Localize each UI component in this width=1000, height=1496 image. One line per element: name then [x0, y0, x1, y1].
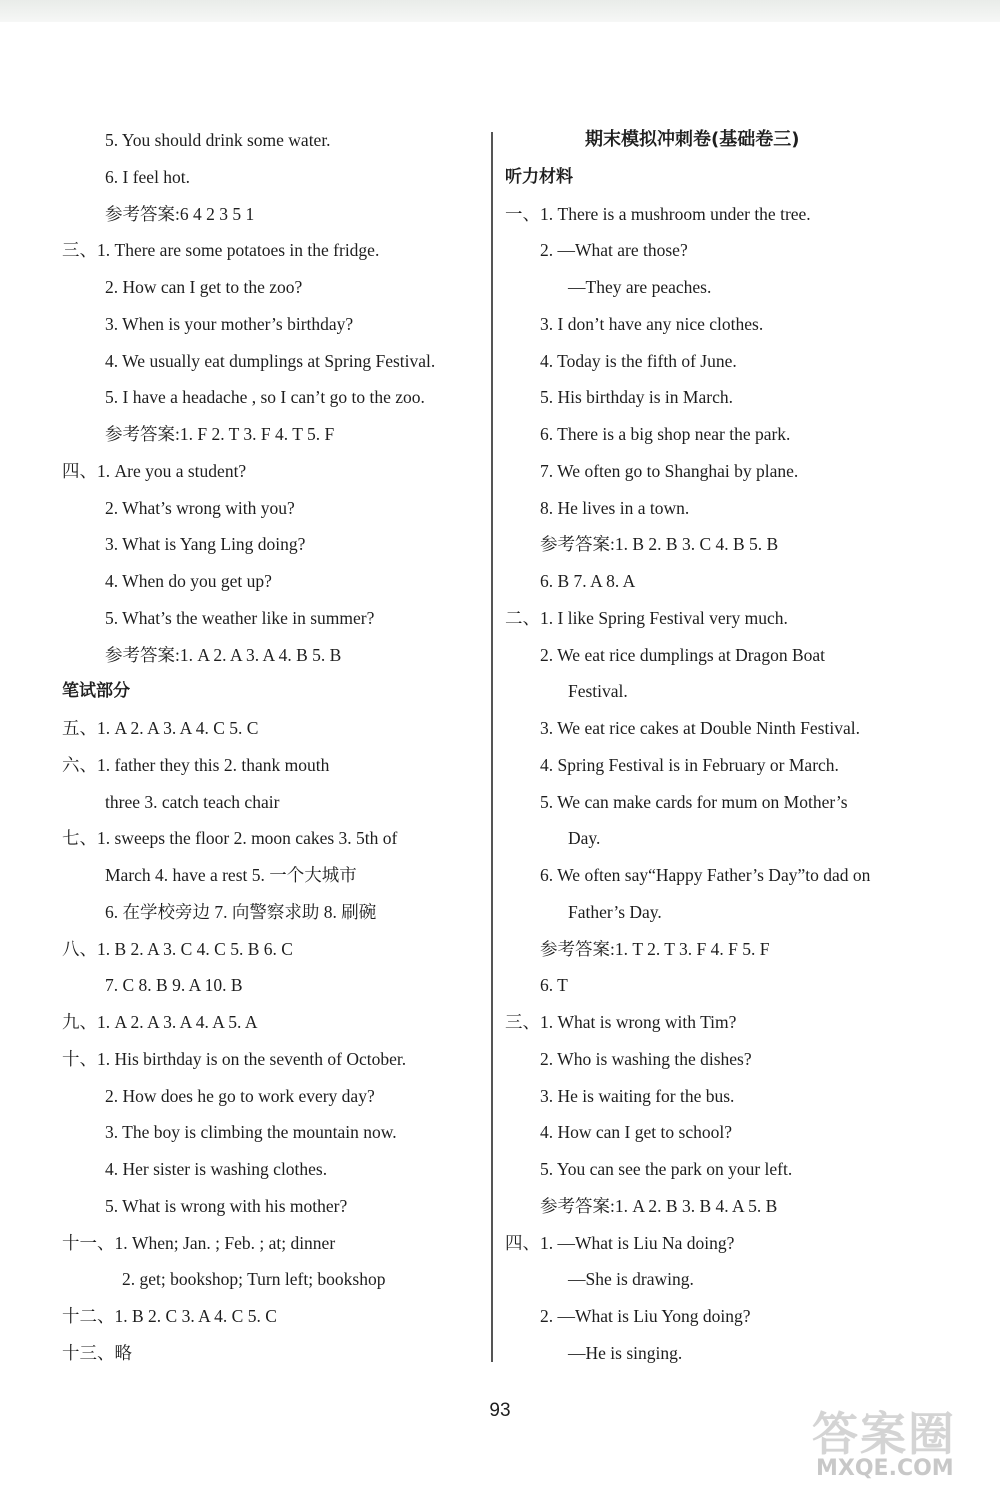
answer-line: 5. You should drink some water. [105, 130, 331, 150]
script-line: 6. We often say“Happy Father’s Day”to dad on [540, 865, 871, 885]
answer-line: 十三、略 [62, 1342, 132, 1363]
answer-line: 2. get; bookshop; Turn left; bookshop [122, 1269, 386, 1290]
script-line: —He is singing. [568, 1342, 683, 1363]
answer-line: 5. What’s the weather like in summer? [105, 607, 375, 628]
answer-line: three 3. catch teach chair [105, 791, 280, 812]
answer-line: 八、1. B 2. A 3. C 4. C 5. B 6. C [62, 938, 293, 959]
script-line: 参考答案:1. T 2. T 3. F 4. F 5. F [540, 938, 770, 959]
script-line: 2. —What is Liu Yong doing? [540, 1306, 751, 1326]
answer-line: 五、1. A 2. A 3. A 4. C 5. C [62, 718, 259, 738]
script-line: 7. We often go to Shanghai by plane. [540, 460, 799, 481]
answer-line: 九、1. A 2. A 3. A 4. A 5. A [62, 1012, 258, 1032]
answer-line: 2. How does he go to work every day? [105, 1085, 375, 1106]
watermark-text: 答案圈 [812, 1407, 956, 1461]
script-line: Day. [568, 828, 601, 849]
answer-line: 参考答案:1. A 2. A 3. A 4. B 5. B [105, 644, 342, 665]
watermark-logo [812, 1398, 992, 1488]
script-line: 5. His birthday is in March. [540, 387, 733, 408]
script-line: 二、1. I like Spring Festival very much. [505, 607, 788, 628]
answer-line: 三、1. There are some potatoes in the fridge. [62, 240, 380, 261]
answer-line: March 4. have a rest 5. 一个大城市 [105, 865, 357, 885]
answer-line: 5. I have a headache , so I can’t go to the zoo. [105, 387, 425, 408]
script-line: 6. There is a big shop near the park. [540, 424, 791, 444]
script-line: 听力材料 [505, 166, 573, 187]
script-line: 2. We eat rice dumplings at Dragon Boat [540, 644, 825, 665]
answer-line: 7. C 8. B 9. A 10. B [105, 975, 243, 996]
script-line: Father’s Day. [568, 901, 662, 922]
answer-line: 六、1. father they this 2. thank mouth [62, 754, 330, 775]
top-scan-strip [0, 0, 1000, 22]
answer-line: 3. What is Yang Ling doing? [105, 534, 306, 555]
answer-line: 4. When do you get up? [105, 571, 272, 591]
answer-line: 七、1. sweeps the floor 2. moon cakes 3. 5th of [62, 828, 398, 849]
script-line: 2. —What are those? [540, 240, 688, 261]
script-line: 4. Spring Festival is in February or March. [540, 754, 839, 775]
answer-line: 3. When is your mother’s birthday? [105, 313, 354, 334]
script-line: Festival. [568, 681, 628, 702]
script-line: 2. Who is washing the dishes? [540, 1048, 752, 1069]
answer-line: 参考答案:6 4 2 3 5 1 [105, 203, 255, 224]
answer-line: 4. We usually eat dumplings at Spring Festival. [105, 350, 436, 371]
answer-line: 参考答案:1. F 2. T 3. F 4. T 5. F [105, 424, 335, 444]
answer-line: 2. How can I get to the zoo? [105, 277, 303, 297]
answer-line: 十、1. His birthday is on the seventh of October. [62, 1048, 407, 1069]
answer-line: 四、1. Are you a student? [62, 460, 247, 481]
page-number: 93 [489, 1400, 511, 1421]
script-line: —They are peaches. [568, 277, 712, 297]
column-divider [491, 132, 493, 1362]
answer-line: 6. I feel hot. [105, 166, 191, 187]
script-line: 3. I don’t have any nice clothes. [540, 313, 764, 334]
answer-line: 5. What is wrong with his mother? [105, 1195, 348, 1216]
script-line: 3. We eat rice cakes at Double Ninth Festival. [540, 718, 860, 738]
script-line: 一、1. There is a mushroom under the tree. [505, 203, 811, 224]
script-line: 5. We can make cards for mum on Mother’s [540, 791, 848, 812]
script-line: 4. Today is the fifth of June. [540, 350, 737, 371]
script-line: 参考答案:1. B 2. B 3. C 4. B 5. B [540, 534, 779, 555]
script-line: 期末模拟冲刺卷(基础卷三) [585, 129, 800, 150]
script-line: 6. T [540, 975, 568, 996]
answer-line: 6. 在学校旁边 7. 向警察求助 8. 刷碗 [105, 901, 377, 922]
script-line: 5. You can see the park on your left. [540, 1159, 793, 1179]
script-line: 6. B 7. A 8. A [540, 571, 636, 591]
answer-line: 笔试部分 [62, 681, 130, 702]
answer-line: 3. The boy is climbing the mountain now. [105, 1122, 397, 1143]
script-line: 三、1. What is wrong with Tim? [505, 1012, 737, 1032]
answer-line: 4. Her sister is washing clothes. [105, 1159, 328, 1179]
answer-line: 十二、1. B 2. C 3. A 4. C 5. C [62, 1306, 277, 1326]
script-line: 四、1. —What is Liu Na doing? [505, 1232, 735, 1253]
script-line: 4. How can I get to school? [540, 1122, 732, 1143]
answer-line: 十一、1. When; Jan. ; Feb. ; at; dinner [62, 1232, 336, 1253]
script-line: 3. He is waiting for the bus. [540, 1085, 735, 1106]
answer-line: 2. What’s wrong with you? [105, 497, 295, 518]
script-line: 8. He lives in a town. [540, 497, 690, 518]
script-line: 参考答案:1. A 2. B 3. B 4. A 5. B [540, 1195, 778, 1216]
script-line: —She is drawing. [568, 1269, 694, 1290]
watermark-url: MXQE.COM [816, 1456, 954, 1481]
